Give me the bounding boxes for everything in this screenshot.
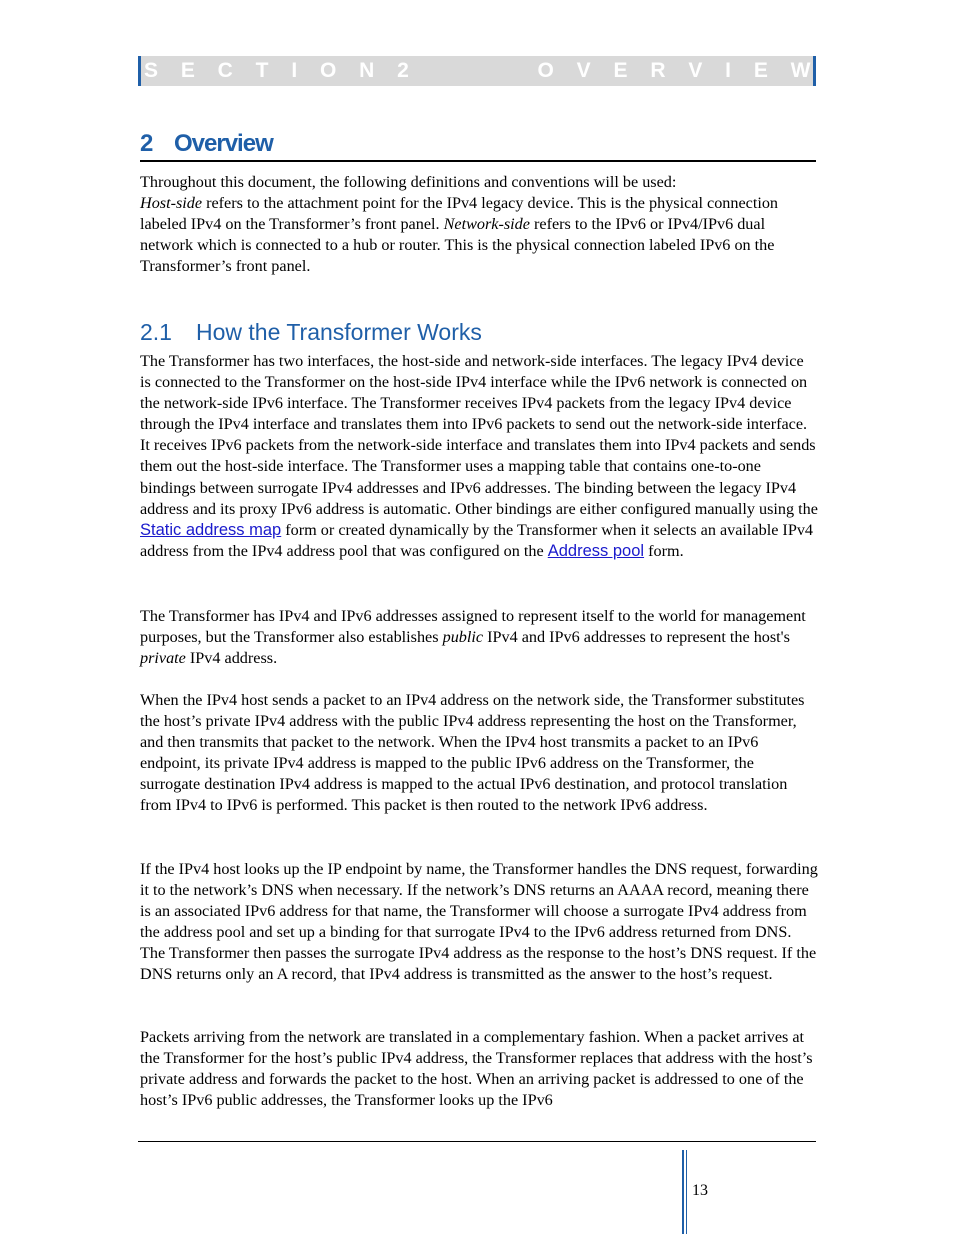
subheading-title: How the Transformer Works <box>196 319 482 345</box>
static-address-map-link[interactable]: Static address map <box>140 520 282 539</box>
intro-paragraph <box>140 172 818 277</box>
heading-how-transformer-works <box>140 316 482 348</box>
page-number-bar <box>682 1150 684 1234</box>
page-number: 13 <box>692 1182 708 1199</box>
emphasis-public: public <box>442 628 484 647</box>
paragraph-text: form. <box>644 541 684 560</box>
paragraph-dns-lookup: If the IPv4 host looks up the IP endpoint by name, the Transformer handles the DNS request, forwarding it to the network’s DNS when necessary. If the network’s DNS returns an AAAA record, meaning there is an associated IPv6 address for that name, the Transformer will choose a surrogate IPv4 address from the address pool and set up a binding for that surrogate IPv4 to the IPv6 address returned from DNS. The Transformer then passes the surrogate IPv4 address as the response to the host’s DNS request. If the DNS returns only an A record, that IPv4 address is transmitted as the answer to the host’s request. <box>140 860 818 984</box>
paragraph-text: The Transformer has two interfaces, the host-side and network-side interfaces. The legacy IPv4 device is connected to the Transformer on the host-side IPv4 interface while the IPv6 network is connected on the network-side IPv6 interface. The Transformer receives IPv4 packets from the legacy IPv4 device through the IPv4 interface and translates them into IPv6 packets to send out the network-side interface. It receives IPv6 packets from the network-side interface and translates them into IPv4 packets and sends them out the host-side interface. The Transformer uses a mapping table that contains one-to-one bindings between surrogate IPv4 addresses and IPv6 addresses. The binding between the legacy IPv4 address and its proxy IPv6 address is automatic. Other bindings are either configured manually using the <box>140 352 818 518</box>
address-pool-link[interactable]: Address pool <box>547 541 645 560</box>
intro-line: Throughout this document, the following definitions and conventions will be used: <box>140 173 677 191</box>
footer-divider <box>138 1141 816 1142</box>
page-number-bar-thin <box>686 1150 687 1234</box>
paragraph-text: IPv4 address. <box>185 649 278 668</box>
host-side-term: Host-side <box>140 194 203 213</box>
emphasis-private: private <box>140 649 186 668</box>
paragraph-text: form or created dynamically by the Transformer when it selects an available IPv4 address from the IPv4 address pool that was configured on the <box>140 520 814 560</box>
network-side-definition: refers to the IPv6 or IPv4/IPv6 dual network which is connected to a hub or router. This is the physical connection labeled IPv6 on the Transformer’s front panel. <box>140 215 775 276</box>
heading-overview <box>140 128 816 162</box>
network-side-term: Network-side <box>443 215 530 234</box>
heading-number: 2 <box>140 130 153 157</box>
paragraph-interfaces <box>140 351 818 562</box>
section-title-label: O V E R V I E W <box>537 59 819 82</box>
paragraph-public-private <box>140 606 818 669</box>
paragraph-ipv4-host-sends: When the IPv4 host sends a packet to an IPv4 address on the network side, the Transformer substitutes the host’s private IPv4 address with the public IPv4 address representing the host on the Transformer, and then transmits that packet to the network. When the IPv4 host transmits a packet to an IPv6 endpoint, its private IPv4 address is mapped to the public IPv6 address on the Transformer, the surrogate destination IPv4 address is mapped to the actual IPv6 destination, and protocol translation from IPv4 to IPv6 is performed. This packet is then routed to the network IPv6 address. <box>140 691 805 815</box>
subheading-number: 2.1 <box>140 319 172 345</box>
paragraph-text: The Transformer has IPv4 and IPv6 addresses assigned to represent itself to the world for management purposes, but the Transformer also establishes <box>140 607 806 647</box>
host-side-definition: refers to the attachment point for the IPv4 legacy device. This is the physical connection labeled IPv4 on the Transformer’s front panel. <box>140 194 779 234</box>
paragraph-text: IPv4 and IPv6 addresses to represent the host's <box>483 628 790 647</box>
section-label: S E C T I O N 2 <box>144 59 418 82</box>
section-header-bar <box>138 56 819 86</box>
heading-title: Overview <box>174 130 273 157</box>
paragraph-arriving-packets: Packets arriving from the network are translated in a complementary fashion. When a packet arrives at the Transformer for the host’s public IPv4 address, the Transformer replaces that address with the host’s private address and forwards the packet to the host. When an arriving packet is addressed to one of the host’s IPv6 public addresses, the Transformer looks up the IPv6 <box>140 1028 813 1110</box>
